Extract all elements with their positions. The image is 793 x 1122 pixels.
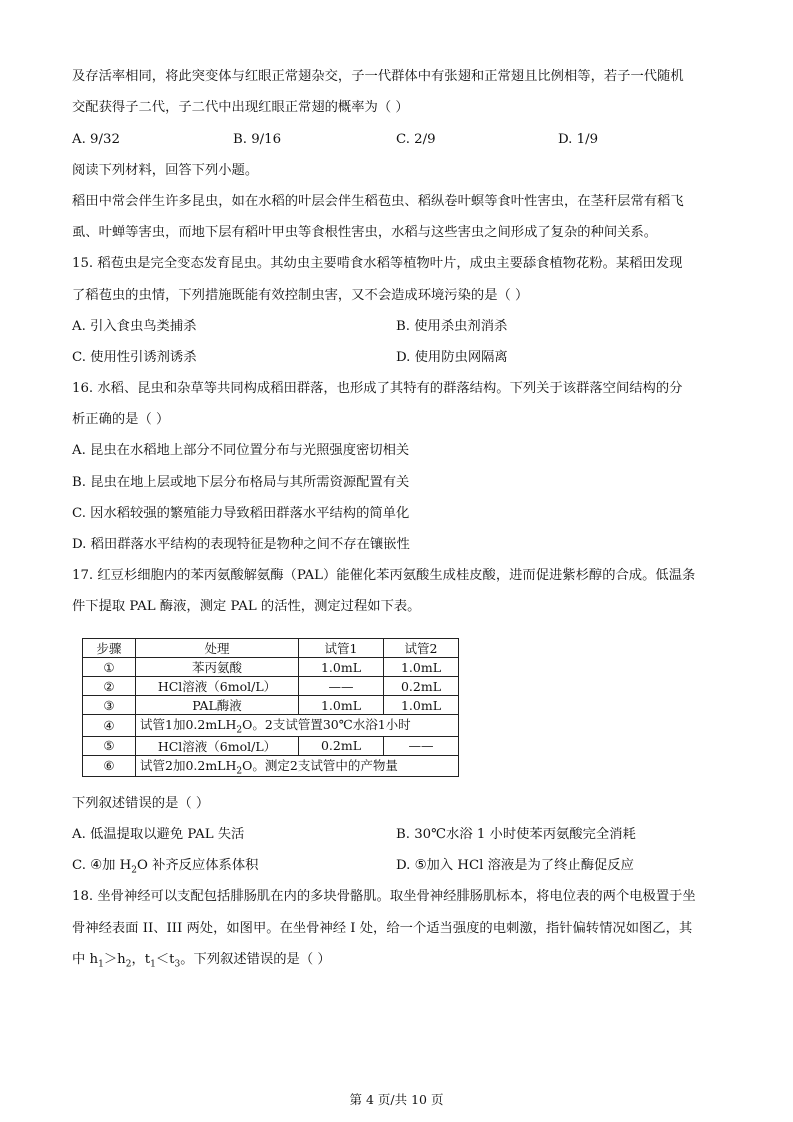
text-run: ＞h	[103, 952, 126, 967]
q17-option-a: A. 低温提取以避免 PAL 失活	[72, 827, 245, 842]
q16-option-a: A. 昆虫在水稻地上部分不同位置分布与光照强度密切相关	[72, 443, 410, 458]
table-cell: PAL酶液	[136, 696, 299, 715]
cell-text: 试管1加0.2mLH	[140, 717, 237, 732]
table-row	[83, 736, 459, 755]
table-cell: ④	[83, 715, 136, 737]
table-merged-cell	[136, 755, 459, 777]
pal-procedure-table	[82, 638, 459, 777]
q18-text-line2: 骨神经表面 II、III 两处，如图甲。在坐骨神经 I 处，给一个适当强度的电刺激，指针偏转情况如图乙，其	[72, 921, 693, 936]
table-row	[83, 715, 459, 737]
page-footer: 第 4 页/共 10 页	[349, 1092, 444, 1107]
q17-option-d: D. ⑤加入 HCl 溶液是为了终止酶促反应	[396, 858, 634, 873]
q17-text-line2: 件下提取 PAL 酶液，测定 PAL 的活性，测定过程如下表。	[72, 599, 421, 614]
q16-option-c: C. 因水稻较强的繁殖能力导致稻田群落水平结构的简单化	[72, 506, 410, 521]
material-line1: 稻田中常会伴生许多昆虫，如在水稻的叶层会伴生稻苞虫、稻纵卷叶螟等食叶性害虫，在茎秆层常有稻飞	[72, 194, 684, 209]
table-header-row	[83, 639, 459, 658]
q18-text-line1: 18. 坐骨神经可以支配包括腓肠肌在内的多块骨骼肌。取坐骨神经腓肠肌标本，将电位表的两个电极置于坐	[72, 889, 696, 904]
q14-text-line2: 交配获得子二代，子二代中出现红眼正常翅的概率为（ ）	[72, 100, 409, 115]
table-row	[83, 677, 459, 696]
subscript: 1	[98, 959, 104, 970]
subscript: 1	[150, 959, 156, 970]
q16-text-line1: 16. 水稻、昆虫和杂草等共同构成稻田群落，也形成了其特有的群落结构。下列关于该群落空间结构的分	[72, 381, 683, 396]
text-run: ，t	[131, 952, 151, 967]
table-cell: HCl溶液（6mol/L）	[136, 736, 299, 755]
table-cell: 0.2mL	[299, 736, 384, 755]
table-cell: 1.0mL	[384, 696, 459, 715]
q15-option-c: C. 使用性引诱剂诱杀	[72, 350, 197, 365]
cell-text: O。2支试管置30℃水浴1小时	[242, 717, 411, 732]
q17-option-b: B. 30℃水浴 1 小时使苯丙氨酸完全消耗	[396, 827, 636, 842]
table-cell: ①	[83, 658, 136, 677]
table-cell: HCl溶液（6mol/L）	[136, 677, 299, 696]
q17-text-line1: 17. 红豆杉细胞内的苯丙氨酸解氨酶（PAL）能催化苯丙氨酸生成桂皮酸，进而促进紫杉醇的合成。低温条	[72, 568, 696, 583]
q15-text-line1: 15. 稻苞虫是完全变态发育昆虫。其幼虫主要啃食水稻等植物叶片，成虫主要舔食植物花粉。某稻田发现	[72, 256, 683, 271]
cell-text: O。测定2支试管中的产物量	[242, 757, 398, 773]
q17-option-c	[72, 857, 258, 880]
table-row	[83, 755, 459, 777]
table-cell: ③	[83, 696, 136, 715]
table-cell: 0.2mL	[384, 677, 459, 696]
text-run: ＜t	[155, 952, 175, 967]
q14-text-line1: 及存活率相同，将此突变体与红眼正常翅杂交，子一代群体中有张翅和正常翅且比例相等，若子一代随机	[72, 69, 684, 84]
q16-option-b: B. 昆虫在地上层或地下层分布格局与其所需资源配置有关	[72, 475, 410, 490]
subscript: 3	[174, 959, 181, 970]
subscript: 2	[125, 959, 132, 970]
subscript: 2	[131, 865, 137, 876]
table-cell: 步骤	[83, 639, 136, 658]
table-cell: 1.0mL	[384, 658, 459, 677]
q14-option-d: D. 1/9	[558, 132, 599, 147]
table-cell: 试管1	[299, 639, 384, 658]
table-cell: 试管2	[384, 639, 459, 658]
table-cell: 1.0mL	[299, 696, 384, 715]
q14-option-b: B. 9/16	[233, 132, 282, 147]
q16-text-line2: 析正确的是（ ）	[72, 412, 170, 427]
table-cell: ⑥	[83, 755, 136, 777]
table-cell: 1.0mL	[299, 658, 384, 677]
table-cell: 苯丙氨酸	[136, 658, 299, 677]
q14-option-a: A. 9/32	[72, 132, 120, 147]
q15-text-line2: 了稻苞虫的虫情，下列措施既能有效控制虫害，又不会造成环境污染的是（ ）	[72, 288, 529, 303]
text-run: 。下列叙述错误的是（ ）	[180, 952, 331, 967]
reading-instruction: 阅读下列材料，回答下列小题。	[72, 163, 259, 178]
cell-text: 试管2加0.2mLH	[140, 757, 237, 773]
table-cell: ——	[299, 677, 384, 696]
table-cell: ——	[384, 736, 459, 755]
q15-option-a: A. 引入食虫鸟类捕杀	[72, 319, 197, 334]
material-line2: 虱、叶蝉等害虫，而地下层有稻叶甲虫等食根性害虫，水稻与这些害虫之间形成了复杂的种间关系。	[72, 225, 658, 240]
q14-option-c: C. 2/9	[396, 132, 436, 147]
option-text: O 补齐反应体系体积	[136, 858, 259, 873]
q17-ask: 下列叙述错误的是（ ）	[72, 796, 210, 811]
q16-option-d: D. 稻田群落水平结构的表现特征是物种之间不存在镶嵌性	[72, 537, 410, 552]
table-cell: ②	[83, 677, 136, 696]
option-text: C. ④加 H	[72, 858, 132, 873]
table-cell: 处理	[136, 639, 299, 658]
q15-option-b: B. 使用杀虫剂消杀	[396, 319, 508, 334]
table-row	[83, 658, 459, 677]
subscript: 2	[236, 725, 243, 736]
table-row	[83, 696, 459, 715]
q15-option-d: D. 使用防虫网隔离	[396, 350, 508, 365]
subscript: 2	[236, 766, 243, 776]
q18-text-line3	[72, 951, 331, 974]
table-cell: ⑤	[83, 736, 136, 755]
table-merged-cell	[136, 715, 459, 737]
text-run: 中 h	[72, 952, 99, 967]
